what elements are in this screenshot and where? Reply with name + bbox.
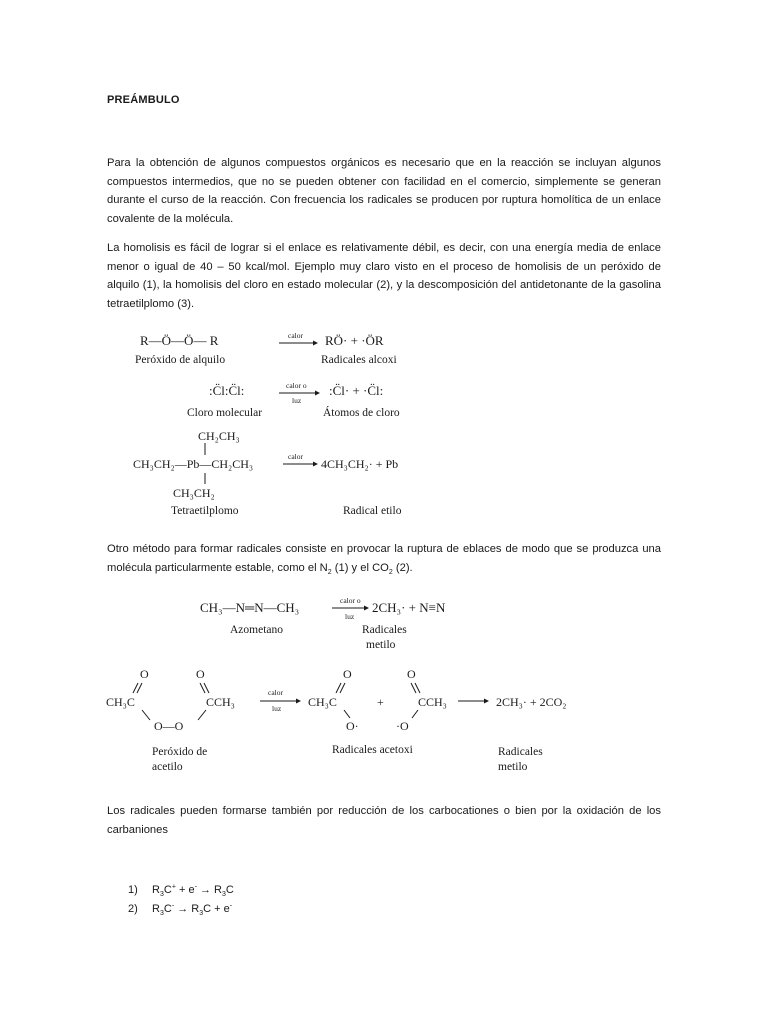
chlorine-label: Cloro molecular bbox=[187, 407, 263, 419]
methyl-label-line2: metilo bbox=[498, 761, 528, 773]
acetoxy-oxygen: O· bbox=[346, 719, 359, 733]
acetyl-left: CH₃C bbox=[106, 695, 135, 709]
acetoxy-label: Radicales acetoxi bbox=[332, 744, 413, 756]
methyl-radical-label-line1: Radicales bbox=[362, 624, 407, 636]
chlorine-formula: :C̈l:C̈l: bbox=[209, 383, 245, 398]
acetoxy-right: CCH₃ bbox=[418, 695, 447, 709]
ethyl-radical-formula: 4CH₃CH₂· + Pb bbox=[321, 457, 399, 471]
condition-label: calor o bbox=[340, 596, 361, 605]
acetyl-right: CCH₃ bbox=[206, 695, 235, 709]
condition-label: luz bbox=[345, 612, 355, 621]
single-bond bbox=[344, 710, 350, 718]
condition-label: calor bbox=[288, 331, 303, 340]
condition-label: calor bbox=[288, 452, 303, 461]
ethyl-radical-label: Radical etilo bbox=[343, 505, 402, 517]
carbonyl-oxygen: O bbox=[407, 667, 416, 681]
carbonyl-oxygen: O bbox=[140, 667, 149, 681]
figure-stable-molecule-reactions bbox=[100, 588, 620, 783]
alkoxy-radicals-formula: RÖ· + ·ÖR bbox=[325, 333, 384, 348]
acetoxy-oxygen: ·O bbox=[396, 719, 409, 733]
figure-homolysis-reactions bbox=[125, 325, 425, 525]
peroxide-formula: R—Ö—Ö— R bbox=[140, 333, 219, 348]
single-bond bbox=[142, 710, 150, 720]
paragraph-text: (1) y el CO bbox=[331, 561, 389, 574]
plus-sign: + bbox=[377, 695, 384, 709]
subscript: 2 bbox=[327, 568, 332, 576]
chlorine-atoms-formula: :C̈l· + ·C̈l: bbox=[329, 383, 384, 398]
tel-bottom-group: CH₃CH₂ bbox=[173, 486, 215, 500]
single-bond bbox=[412, 710, 418, 718]
condition-label: luz bbox=[292, 396, 302, 405]
arrow-head bbox=[313, 341, 318, 346]
condition-label: luz bbox=[272, 704, 282, 713]
acetoxy-left: CH₃C bbox=[308, 695, 337, 709]
azomethane-formula: CH₃—N═N—CH₃ bbox=[200, 600, 300, 615]
paragraph-homolisis: La homolisis es fácil de lograr si el enlace es relativamente débil, es decir, con una energía media de enlace menor o igual de 40 – 50 kcal/mol. Ejemplo muy claro visto en el proceso de homolisis de un peróxido de alquilo (1), la homolisis del cloro en estado molecular (2), y la descomposición del antidetonante de la gasolina tetraetilplomo (3). bbox=[107, 242, 661, 310]
paragraph-text: (2). bbox=[392, 561, 413, 574]
arrow-head bbox=[364, 606, 369, 611]
equation: $R_3C^- \to R_3C + e^-$ bbox=[152, 901, 233, 917]
arrow-head bbox=[296, 699, 301, 704]
carbonyl-oxygen: O bbox=[343, 667, 352, 681]
arrow-head bbox=[484, 699, 489, 704]
list-number: 1) bbox=[128, 884, 138, 896]
final-products-formula: 2CH₃· + 2CO₂ bbox=[496, 695, 567, 709]
arrow-head bbox=[313, 462, 318, 467]
condition-label: calor o bbox=[286, 381, 307, 390]
chlorine-atoms-label: Átomos de cloro bbox=[323, 407, 400, 419]
paragraph-redox: Los radicales pueden formarse también por reducción de los carbocationes o bien por la oxidación de los carbaniones bbox=[107, 805, 661, 836]
subscript: 2 bbox=[388, 568, 393, 576]
azomethane-label: Azometano bbox=[230, 624, 284, 636]
list-number: 2) bbox=[128, 902, 138, 915]
single-bond bbox=[198, 710, 206, 720]
carbonyl-oxygen: O bbox=[196, 667, 205, 681]
arrow-head bbox=[315, 391, 320, 396]
equation: $R_3C^+ + e^- \to R_3C$ bbox=[152, 883, 234, 899]
paragraph-stable-molecule bbox=[107, 540, 661, 577]
acetyl-peroxide-label-line2: acetilo bbox=[152, 761, 183, 773]
paragraph-intro: Para la obtención de algunos compuestos orgánicos es necesario que en la reacción se incluyan algunos compuestos intermedios, que no se pueden obtener con facilidad en el comercio, simplemente se generan durante el curso de la reacción. Con frecuencia los radicales se producen por ruptura homolítica de un enlace covalente de la molécula. bbox=[107, 157, 661, 225]
methyl-label-line1: Radicales bbox=[498, 746, 543, 758]
acetyl-peroxide-label-line1: Peróxido de bbox=[152, 746, 208, 758]
methyl-radical-label-line2: metilo bbox=[366, 639, 396, 651]
methyl-nitrogen-formula: 2CH₃· + N≡N bbox=[372, 600, 446, 615]
tel-top-group: CH₂CH₃ bbox=[198, 429, 240, 443]
list-item bbox=[128, 900, 234, 919]
equation-list bbox=[128, 881, 234, 918]
peroxide-label: Peróxido de alquilo bbox=[135, 354, 226, 366]
section-heading: PREÁMBULO bbox=[107, 94, 180, 106]
peroxide-bridge: O—O bbox=[154, 719, 184, 733]
tel-main-chain: CH₃CH₂—Pb—CH₂CH₃ bbox=[133, 457, 254, 471]
alkoxy-label: Radicales alcoxi bbox=[321, 354, 397, 366]
paragraph-text: Otro método para formar radicales consiste en provocar la ruptura de eblaces de modo que se produzca una molécula particularmente estable, como el N bbox=[107, 543, 661, 574]
condition-label: calor bbox=[268, 688, 283, 697]
list-item bbox=[128, 881, 234, 900]
tel-label: Tetraetilplomo bbox=[171, 505, 239, 517]
